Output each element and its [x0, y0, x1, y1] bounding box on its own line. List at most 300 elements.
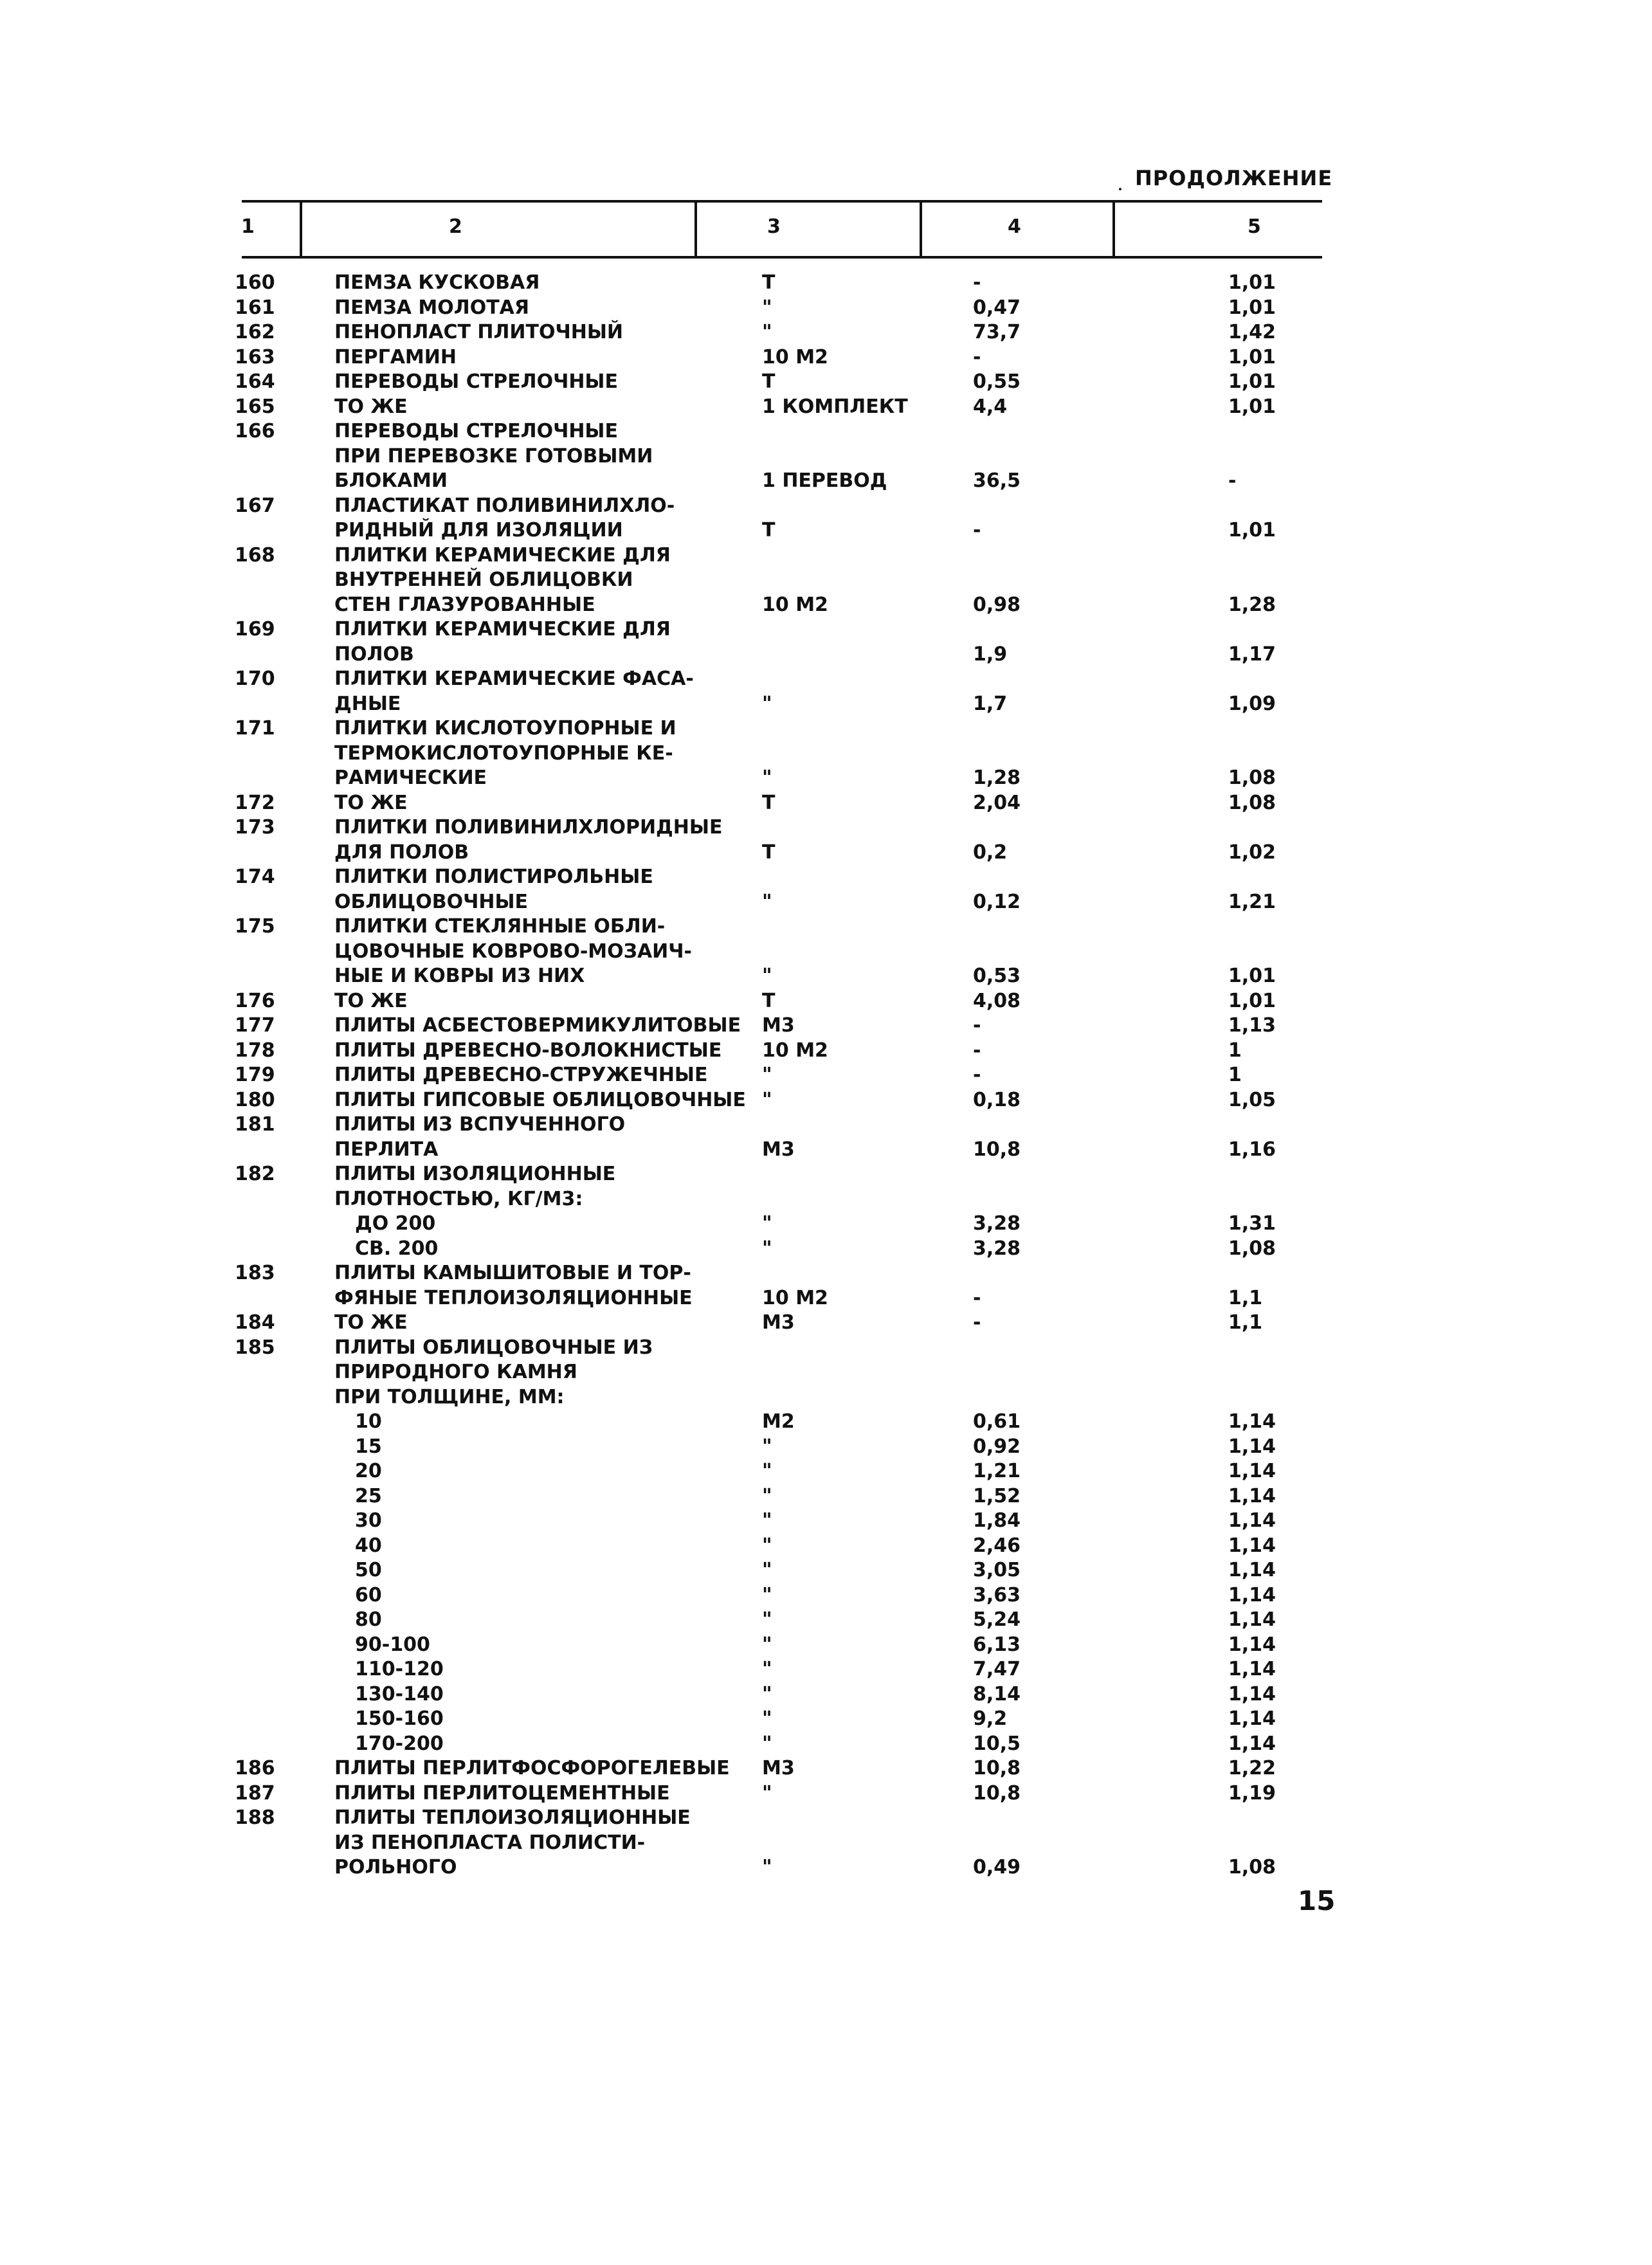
row-number: 160: [235, 271, 275, 294]
row-unit: 10 М2: [762, 1286, 828, 1309]
row-value-4: 10,8: [973, 1781, 1021, 1805]
table-row: [0, 741, 1652, 767]
table-row: [0, 1459, 1652, 1484]
row-name: ПЕРЛИТА: [334, 1138, 439, 1161]
row-name: ТО ЖЕ: [334, 989, 408, 1012]
row-name: ТО ЖЕ: [334, 1311, 408, 1334]
row-value-5: 1,16: [1228, 1138, 1276, 1161]
table-row: [0, 1039, 1652, 1064]
row-value-5: 1,1: [1228, 1311, 1263, 1334]
row-number: 179: [235, 1064, 275, 1086]
table-row: [0, 692, 1652, 717]
row-unit: М2: [762, 1410, 795, 1433]
row-unit: 1 ПЕРЕВОД: [762, 469, 887, 492]
row-number: 164: [235, 370, 275, 393]
row-name: ПЕРЕВОДЫ СТРЕЛОЧНЫЕ: [334, 420, 619, 442]
row-name: ПЛИТЫ ИЗОЛЯЦИОННЫЕ: [334, 1163, 616, 1185]
row-value-5: 1,01: [1228, 370, 1276, 393]
row-name: БЛОКАМИ: [334, 469, 448, 492]
row-value-4: 4,08: [973, 989, 1021, 1012]
table-row: [0, 1063, 1652, 1088]
table-row: [0, 914, 1652, 940]
table-row: [0, 1633, 1652, 1658]
row-value-5: 1,14: [1228, 1633, 1276, 1656]
table-row: [0, 1781, 1652, 1806]
row-name: ПЛИТКИ КЕРАМИЧЕСКИЕ ДЛЯ: [334, 543, 671, 567]
row-number: 172: [235, 791, 275, 814]
row-number: 169: [235, 618, 275, 641]
row-unit: М3: [762, 1311, 795, 1334]
table-row: [0, 1311, 1652, 1336]
row-value-5: 1,08: [1228, 767, 1276, 789]
row-unit: Т: [762, 791, 776, 814]
row-value-5: 1,42: [1228, 321, 1276, 343]
row-unit: ": [762, 1064, 772, 1086]
table-row: [0, 890, 1652, 915]
row-value-4: -: [973, 271, 981, 294]
row-unit: ": [762, 1509, 772, 1532]
row-name: 90-100: [355, 1633, 430, 1656]
table-row: [0, 320, 1652, 345]
row-number: 174: [235, 866, 275, 888]
row-value-5: 1,1: [1228, 1286, 1263, 1309]
table-row: [0, 1657, 1652, 1682]
row-number: 161: [235, 296, 275, 319]
row-number: 168: [235, 543, 275, 567]
row-number: 184: [235, 1311, 275, 1334]
row-value-4: 0,98: [973, 593, 1021, 616]
row-value-5: 1,17: [1228, 642, 1276, 666]
row-unit: 1 КОМПЛЕКТ: [762, 395, 908, 418]
row-name: ВНУТРЕННЕЙ ОБЛИЦОВКИ: [334, 569, 633, 591]
row-value-4: 4,4: [973, 395, 1008, 418]
row-unit: ": [762, 692, 772, 715]
row-value-4: 36,5: [973, 469, 1021, 492]
row-number: 180: [235, 1088, 275, 1111]
row-value-4: 0,61: [973, 1410, 1021, 1433]
table-row: [0, 494, 1652, 519]
row-value-5: 1,14: [1228, 1583, 1276, 1606]
row-value-4: 0,49: [973, 1856, 1021, 1878]
row-name: ПЕМЗА МОЛОТАЯ: [334, 296, 529, 319]
row-name: ДНЫЕ: [334, 692, 401, 715]
table-row: [0, 1138, 1652, 1163]
row-unit: ": [762, 1435, 772, 1458]
row-name: 150-160: [355, 1707, 444, 1730]
row-name: 30: [355, 1509, 382, 1532]
row-value-5: 1,01: [1228, 271, 1276, 294]
row-name: СТЕН ГЛАЗУРОВАННЫЕ: [334, 593, 595, 616]
table-row: [0, 1682, 1652, 1707]
row-value-4: 1,21: [973, 1460, 1021, 1482]
row-name: 15: [355, 1435, 382, 1458]
table-row: [0, 444, 1652, 469]
table-row: [0, 617, 1652, 642]
table-top-rule: [242, 200, 1322, 203]
row-value-5: 1,14: [1228, 1732, 1276, 1755]
row-unit: Т: [762, 841, 776, 864]
table-row: [0, 1336, 1652, 1361]
table-row: [0, 642, 1652, 668]
row-name: 40: [355, 1534, 382, 1557]
row-value-4: 3,28: [973, 1237, 1021, 1260]
row-number: 176: [235, 989, 275, 1012]
row-value-5: 1,14: [1228, 1460, 1276, 1482]
row-name: ПРИ ПЕРЕВОЗКЕ ГОТОВЫМИ: [334, 444, 653, 468]
row-name: 80: [355, 1608, 382, 1631]
table-row: [0, 1212, 1652, 1237]
row-name: ПЕНОПЛАСТ ПЛИТОЧНЫЙ: [334, 321, 624, 343]
row-name: ПЛИТКИ ПОЛИСТИРОЛЬНЫЕ: [334, 866, 653, 888]
row-name: ПЛОТНОСТЬЮ, КГ/М3:: [334, 1187, 583, 1210]
row-number: 178: [235, 1039, 275, 1062]
row-unit: ": [762, 1856, 772, 1878]
row-value-5: 1,14: [1228, 1658, 1276, 1680]
row-name: РАМИЧЕСКИЕ: [334, 767, 487, 789]
row-value-5: 1,13: [1228, 1014, 1276, 1037]
table-body: [0, 271, 1652, 1880]
table-row: [0, 469, 1652, 494]
row-name: ПЛИТКИ КЕРАМИЧЕСКИЕ ФАСА-: [334, 668, 694, 690]
column-header-2: 2: [449, 215, 462, 238]
column-header-1: 1: [241, 215, 255, 238]
row-unit: ": [762, 1088, 772, 1111]
row-value-5: 1,14: [1228, 1559, 1276, 1581]
row-unit: М3: [762, 1014, 795, 1037]
table-row: [0, 1756, 1652, 1781]
row-unit: ": [762, 1534, 772, 1557]
table-row: [0, 1237, 1652, 1262]
row-name: ДО 200: [355, 1212, 436, 1235]
row-value-4: 0,18: [973, 1088, 1021, 1111]
row-value-4: -: [973, 345, 981, 368]
row-value-5: 1,01: [1228, 296, 1276, 319]
row-unit: ": [762, 321, 772, 343]
row-value-5: 1,01: [1228, 395, 1276, 418]
table-row: [0, 395, 1652, 420]
table-row: [0, 815, 1652, 841]
row-value-5: 1,01: [1228, 989, 1276, 1012]
row-unit: ": [762, 1460, 772, 1482]
table-row: [0, 1732, 1652, 1757]
row-unit: ": [762, 1237, 772, 1260]
row-value-5: 1,08: [1228, 1237, 1276, 1260]
row-value-4: -: [973, 1064, 981, 1086]
row-value-4: -: [973, 1311, 981, 1334]
row-name: ОБЛИЦОВОЧНЫЕ: [334, 890, 529, 913]
row-value-4: 7,47: [973, 1658, 1021, 1680]
row-name: ПРИРОДНОГО КАМНЯ: [334, 1361, 577, 1383]
table-row: [0, 296, 1652, 321]
row-name: ПЛИТЫ ПЕРЛИТФОСФОРОГЕЛЕВЫЕ: [334, 1757, 730, 1779]
row-value-5: 1,02: [1228, 841, 1276, 864]
row-value-5: 1,14: [1228, 1534, 1276, 1557]
table-row: [0, 1385, 1652, 1410]
row-unit: ": [762, 296, 772, 319]
row-name: ПЛАСТИКАТ ПОЛИВИНИЛХЛО-: [334, 494, 675, 517]
row-value-4: 5,24: [973, 1608, 1021, 1631]
column-divider: [300, 201, 302, 257]
table-row: [0, 791, 1652, 816]
row-name: ЦОВОЧНЫЕ КОВРОВО-МОЗАИЧ-: [334, 940, 692, 963]
row-number: 163: [235, 345, 275, 368]
table-row: [0, 766, 1652, 791]
row-value-4: 1,84: [973, 1509, 1021, 1532]
row-value-4: 73,7: [973, 321, 1021, 343]
column-header-4: 4: [1008, 215, 1021, 238]
row-name: 60: [355, 1583, 382, 1606]
table-header-rule: [242, 256, 1322, 259]
row-name: ТО ЖЕ: [334, 395, 408, 418]
table-row: [0, 518, 1652, 543]
row-number: 187: [235, 1781, 275, 1805]
row-value-5: 1,14: [1228, 1608, 1276, 1631]
table-row: [0, 345, 1652, 370]
row-value-5: 1,08: [1228, 1856, 1276, 1878]
table-row: [0, 1435, 1652, 1460]
row-name: ИЗ ПЕНОПЛАСТА ПОЛИСТИ-: [334, 1831, 646, 1854]
row-value-4: 0,12: [973, 890, 1021, 913]
table-row: [0, 1113, 1652, 1138]
row-name: 170-200: [355, 1732, 444, 1755]
row-value-4: 0,2: [973, 841, 1008, 864]
row-unit: М3: [762, 1138, 795, 1161]
row-value-4: 6,13: [973, 1633, 1021, 1656]
row-name: СВ. 200: [355, 1237, 439, 1260]
row-unit: ": [762, 1212, 772, 1235]
row-name: 10: [355, 1410, 382, 1433]
row-unit: ": [762, 1633, 772, 1656]
row-name: ПЛИТЫ ДРЕВЕСНО-ВОЛОКНИСТЫЕ: [334, 1039, 722, 1062]
row-number: 162: [235, 321, 275, 343]
row-value-4: 10,5: [973, 1732, 1021, 1755]
row-value-4: -: [973, 1286, 981, 1309]
row-value-5: 1,09: [1228, 692, 1276, 715]
row-value-4: 10,8: [973, 1138, 1021, 1161]
row-name: ДЛЯ ПОЛОВ: [334, 841, 469, 864]
row-unit: ": [762, 965, 772, 987]
row-number: 165: [235, 395, 275, 418]
row-name: ПЛИТКИ СТЕКЛЯННЫЕ ОБЛИ-: [334, 915, 666, 938]
row-value-4: 3,63: [973, 1583, 1021, 1606]
row-value-5: 1: [1228, 1064, 1242, 1086]
row-value-4: 9,2: [973, 1707, 1008, 1730]
row-value-4: 1,52: [973, 1484, 1021, 1507]
row-value-4: 0,92: [973, 1435, 1021, 1458]
row-unit: Т: [762, 989, 776, 1012]
table-row: [0, 667, 1652, 692]
row-name: ПЛИТЫ АСБЕСТОВЕРМИКУЛИТОВЫЕ: [334, 1014, 741, 1037]
row-name: ПОЛОВ: [334, 642, 414, 666]
row-number: 167: [235, 494, 275, 517]
row-unit: 10 М2: [762, 1039, 828, 1062]
row-name: ПЛИТЫ ТЕПЛОИЗОЛЯЦИОННЫЕ: [334, 1806, 691, 1829]
row-unit: М3: [762, 1757, 795, 1779]
row-name: ТО ЖЕ: [334, 791, 408, 814]
row-value-5: 1,08: [1228, 791, 1276, 814]
row-value-4: 3,05: [973, 1559, 1021, 1581]
table-row: [0, 1608, 1652, 1633]
row-unit: 10 М2: [762, 345, 828, 368]
row-number: 175: [235, 915, 275, 938]
row-name: ПЛИТЫ ОБЛИЦОВОЧНЫЕ ИЗ: [334, 1336, 653, 1359]
table-row: [0, 1484, 1652, 1509]
row-value-4: 1,7: [973, 692, 1008, 715]
row-name: ПЛИТКИ КЕРАМИЧЕСКИЕ ДЛЯ: [334, 618, 671, 641]
row-name: 20: [355, 1460, 382, 1482]
row-unit: Т: [762, 271, 776, 294]
table-row: [0, 370, 1652, 395]
row-value-5: 1,01: [1228, 965, 1276, 987]
table-row: [0, 1187, 1652, 1212]
row-name: ПРИ ТОЛЩИНЕ, ММ:: [334, 1385, 565, 1408]
row-name: ПЕРЕВОДЫ СТРЕЛОЧНЫЕ: [334, 370, 619, 393]
column-divider: [1112, 201, 1115, 257]
row-value-4: 0,47: [973, 296, 1021, 319]
row-value-4: 10,8: [973, 1757, 1021, 1779]
table-row: [0, 1088, 1652, 1113]
row-name: ПЛИТЫ ИЗ ВСПУЧЕННОГО: [334, 1113, 626, 1136]
table-row: [0, 1855, 1652, 1880]
row-name: РИДНЫЙ ДЛЯ ИЗОЛЯЦИИ: [334, 519, 623, 541]
row-value-5: 1,22: [1228, 1757, 1276, 1779]
table-row: [0, 1534, 1652, 1559]
row-number: 186: [235, 1757, 275, 1779]
row-unit: ": [762, 1682, 772, 1706]
row-unit: ": [762, 1781, 772, 1805]
row-value-5: -: [1228, 469, 1237, 492]
table-row: [0, 1261, 1652, 1286]
row-value-4: 2,46: [973, 1534, 1021, 1557]
row-number: 182: [235, 1163, 275, 1185]
continuation-label: ПРОДОЛЖЕНИЕ: [1135, 166, 1333, 190]
row-name: ФЯНЫЕ ТЕПЛОИЗОЛЯЦИОННЫЕ: [334, 1286, 693, 1309]
table-row: [0, 1831, 1652, 1856]
row-value-5: 1,14: [1228, 1682, 1276, 1706]
row-number: 171: [235, 717, 275, 740]
row-name: ПЛИТЫ ПЕРЛИТОЦЕМЕНТНЫЕ: [334, 1781, 670, 1805]
table-row: [0, 1286, 1652, 1311]
row-unit: ": [762, 890, 772, 913]
row-value-5: 1,14: [1228, 1435, 1276, 1458]
row-value-4: -: [973, 1039, 981, 1062]
row-number: 183: [235, 1262, 275, 1284]
row-unit: ": [762, 767, 772, 789]
row-value-5: 1,05: [1228, 1088, 1276, 1111]
row-name: НЫЕ И КОВРЫ ИЗ НИХ: [334, 965, 585, 987]
row-number: 173: [235, 816, 275, 839]
row-value-5: 1,28: [1228, 593, 1276, 616]
table-row: [0, 865, 1652, 890]
row-unit: 10 М2: [762, 593, 828, 616]
table-row: [0, 271, 1652, 296]
row-value-5: 1,14: [1228, 1707, 1276, 1730]
table-row: [0, 543, 1652, 569]
row-unit: ": [762, 1732, 772, 1755]
row-name: 25: [355, 1484, 382, 1507]
row-number: 177: [235, 1014, 275, 1037]
row-value-5: 1,21: [1228, 890, 1276, 913]
row-name: 50: [355, 1559, 382, 1581]
row-value-5: 1,31: [1228, 1212, 1276, 1235]
row-value-4: 0,53: [973, 965, 1021, 987]
table-row: [0, 593, 1652, 618]
row-value-5: 1,14: [1228, 1509, 1276, 1532]
table-row: [0, 1583, 1652, 1608]
row-name: ПЛИТЫ ДРЕВЕСНО-СТРУЖЕЧНЫЕ: [334, 1064, 708, 1086]
row-number: 166: [235, 420, 275, 442]
row-unit: ": [762, 1484, 772, 1507]
row-name: 110-120: [355, 1658, 444, 1680]
row-number: 185: [235, 1336, 275, 1359]
table-row: [0, 1558, 1652, 1583]
table-row: [0, 1410, 1652, 1435]
table-row: [0, 419, 1652, 444]
page-number: 15: [1298, 1885, 1336, 1916]
row-name: РОЛЬНОГО: [334, 1856, 457, 1878]
row-name: ПЕМЗА КУСКОВАЯ: [334, 271, 540, 294]
row-unit: ": [762, 1583, 772, 1606]
column-divider: [694, 201, 697, 257]
row-unit: ": [762, 1559, 772, 1581]
row-unit: ": [762, 1658, 772, 1680]
table-row: [0, 1707, 1652, 1732]
row-value-5: 1,01: [1228, 519, 1276, 541]
row-unit: Т: [762, 519, 776, 541]
row-name: ПЕРГАМИН: [334, 345, 457, 368]
row-number: 181: [235, 1113, 275, 1136]
row-value-5: 1: [1228, 1039, 1242, 1062]
row-value-4: 1,28: [973, 767, 1021, 789]
table-row: [0, 568, 1652, 593]
row-name: ПЛИТЫ ГИПСОВЫЕ ОБЛИЦОВОЧНЫЕ: [334, 1088, 746, 1111]
row-unit: Т: [762, 370, 776, 393]
column-header-3: 3: [767, 215, 781, 238]
row-value-5: 1,01: [1228, 345, 1276, 368]
row-value-4: 8,14: [973, 1682, 1021, 1706]
row-name: ПЛИТЫ КАМЫШИТОВЫЕ И ТОР-: [334, 1262, 691, 1284]
row-value-4: 3,28: [973, 1212, 1021, 1235]
row-value-5: 1,19: [1228, 1781, 1276, 1805]
row-value-4: 1,9: [973, 642, 1008, 666]
row-value-5: 1,14: [1228, 1484, 1276, 1507]
column-header-5: 5: [1248, 215, 1261, 238]
table-row: [0, 964, 1652, 989]
table-row: [0, 1162, 1652, 1187]
row-unit: ": [762, 1707, 772, 1730]
table-row: [0, 989, 1652, 1014]
row-value-4: -: [973, 519, 981, 541]
table-row: [0, 841, 1652, 866]
table-row: [0, 716, 1652, 741]
row-number: 170: [235, 668, 275, 690]
table-row: [0, 1360, 1652, 1385]
row-name: ТЕРМОКИСЛОТОУПОРНЫЕ КЕ-: [334, 741, 673, 765]
row-value-5: 1,14: [1228, 1410, 1276, 1433]
row-name: ПЛИТКИ ПОЛИВИНИЛХЛОРИДНЫЕ: [334, 816, 723, 839]
row-value-4: 2,04: [973, 791, 1021, 814]
table-row: [0, 1806, 1652, 1831]
column-divider: [920, 201, 922, 257]
table-row: [0, 940, 1652, 965]
row-value-4: 0,55: [973, 370, 1021, 393]
row-number: 188: [235, 1806, 275, 1829]
row-unit: ": [762, 1608, 772, 1631]
row-name: ПЛИТКИ КИСЛОТОУПОРНЫЕ И: [334, 717, 676, 740]
row-value-4: -: [973, 1014, 981, 1037]
table-row: [0, 1014, 1652, 1039]
row-name: 130-140: [355, 1682, 444, 1706]
